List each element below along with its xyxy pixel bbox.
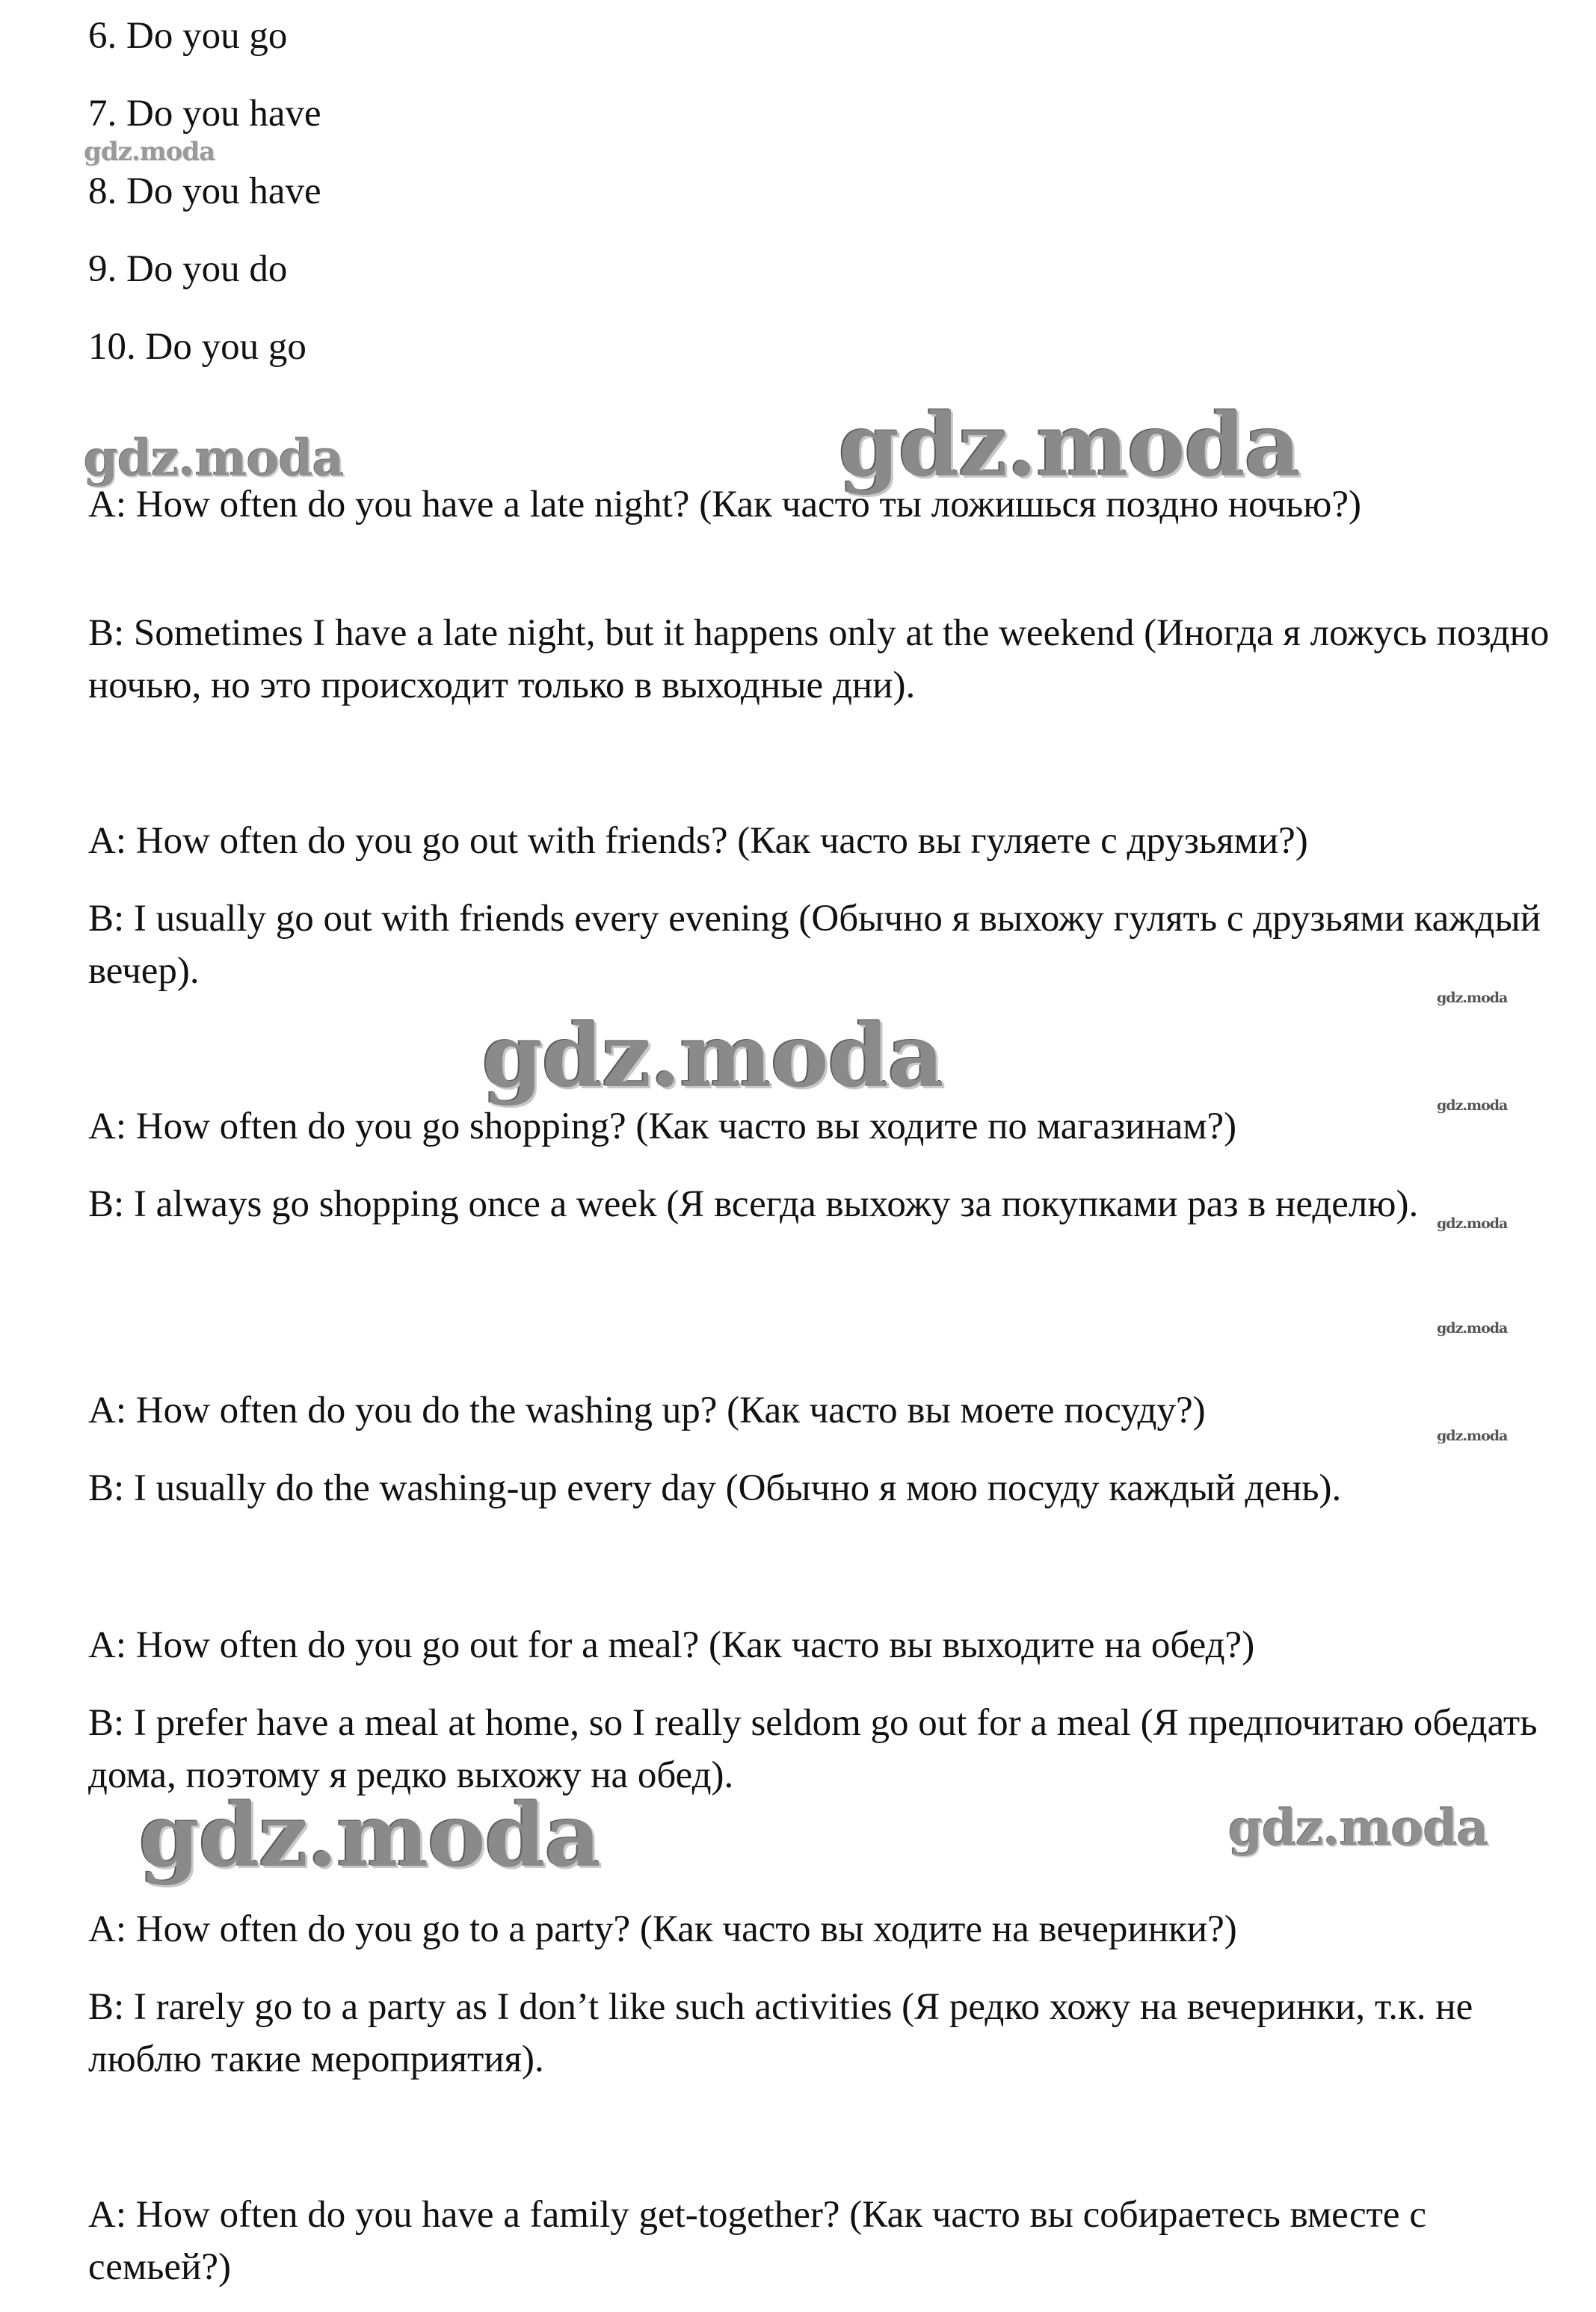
watermark-medium: gdz.moda: [84, 429, 344, 487]
dialogue-2-answer: B: I usually go out with friends every evening (Обычно я выхожу гулять с друзьями каждый вечер).: [88, 898, 1541, 992]
watermark-tiny: gdz.moda: [1437, 1097, 1508, 1114]
list-item-10: 10. Do you go: [88, 326, 306, 368]
watermark-tiny: gdz.moda: [1437, 1428, 1508, 1444]
list-item-9: 9. Do you do: [88, 248, 288, 290]
list-item-7: 7. Do you have: [88, 93, 321, 135]
dialogue-6-question: A: How often do you go to a party? (Как часто вы ходите на вечеринки?): [88, 1908, 1237, 1950]
dialogue-3-answer: B: I always go shopping once a week (Я всегда выхожу за покупками раз в неделю).: [88, 1183, 1419, 1225]
dialogue-4-answer: B: I usually do the washing-up every day (Обычно я мою посуду каждый день).: [88, 1467, 1342, 1509]
dialogue-4-question: A: How often do you do the washing up? (Как часто вы моете посуду?): [88, 1390, 1206, 1431]
dialogue-6-answer: B: I rarely go to a party as I don’t like such activities (Я редко хожу на вечеринки, т.к. не люблю такие мероприятия).: [88, 1986, 1473, 2080]
watermark-medium: gdz.moda: [1228, 1798, 1488, 1857]
watermark-large: gdz.moda: [482, 1005, 943, 1107]
dialogue-1-answer: B: Sometimes I have a late night, but it happens only at the weekend (Иногда я ложусь поздно ночью, но это происходит только в выходные дни).: [88, 612, 1550, 706]
watermark-tiny: gdz.moda: [1437, 1215, 1508, 1232]
watermark-large: gdz.moda: [139, 1785, 600, 1887]
list-item-8: 8. Do you have: [88, 170, 321, 212]
watermark-tiny: gdz.moda: [1437, 1320, 1508, 1337]
dialogue-7-question: A: How often do you have a family get-together? (Как часто вы собираетесь вместе с семьей?): [88, 2194, 1426, 2288]
dialogue-5-question: A: How often do you go out for a meal? (Как часто вы выходите на обед?): [88, 1624, 1255, 1666]
watermark-tiny: gdz.moda: [1437, 990, 1508, 1006]
list-item-6: 6. Do you go: [88, 15, 288, 57]
dialogue-2-question: A: How often do you go out with friends? (Как часто вы гуляете с друзьями?): [88, 820, 1308, 862]
dialogue-1-question: A: How often do you have a late night? (Как часто ты ложишься поздно ночью?): [88, 484, 1361, 525]
watermark-small: gdz.moda: [84, 137, 215, 167]
dialogue-3-question: A: How often do you go shopping? (Как часто вы ходите по магазинам?): [88, 1106, 1237, 1147]
dialogue-5-answer: B: I prefer have a meal at home, so I really seldom go out for a meal (Я предпочитаю обедать дома, поэтому я редко выхожу на обед).: [88, 1702, 1538, 1796]
watermark-large: gdz.moda: [839, 395, 1300, 496]
